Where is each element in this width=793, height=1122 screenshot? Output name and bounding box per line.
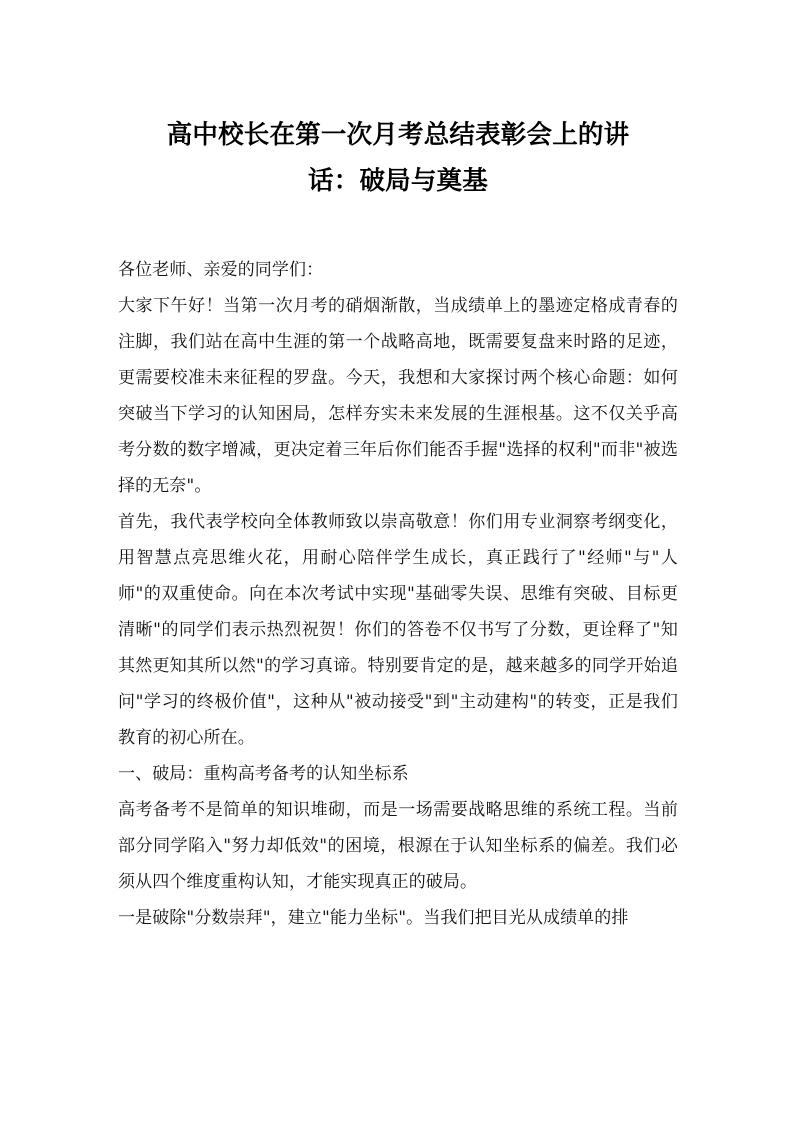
paragraph-section-one-intro: 高考备考不是简单的知识堆砌，而是一场需要战略思维的系统工程。当前部分同学陷入"努力却低效"的困境，根源在于认知坐标系的偏差。我们必须从四个维度重构认知，才能实现真正的破局。: [118, 800, 678, 892]
document-body: [118, 112, 678, 936]
paragraph-tribute-to-teachers: 首先，我代表学校向全体教师致以崇高敬意！你们用专业洞察考纲变化，用智慧点亮思维火花，用耐心陪伴学生成长，真正践行了"经师"与"人师"的双重使命。向在本次考试中实现"基础零失误、思维有突破、目标更清晰"的同学们表示热烈祝贺！你们的答卷不仅书写了分数，更诠释了"知其然更知其所以然"的学习真谛。特别要肯定的是，越来越多的同学开始追问"学习的终极价值"，这种从"被动接受"到"主动建构"的转变，正是我们教育的初心所在。: [118, 512, 678, 748]
paragraph-point-one: 一是破除"分数崇拜"，建立"能力坐标"。当我们把目光从成绩单的排: [118, 908, 629, 928]
paragraph-section-heading-one: 一、破局：重构高考备考的认知坐标系: [118, 764, 409, 784]
paragraph-opening: 大家下午好！当第一次月考的硝烟渐散，当成绩单上的墨迹定格成青春的注脚，我们站在高中生涯的第一个战略高地，既需要复盘来时路的足迹，更需要校准未来征程的罗盘。今天，我想和大家探讨两个核心命题：如何突破当下学习的认知困局，怎样夯实未来发展的生涯根基。这不仅关乎高考分数的数字增减，更决定着三年后你们能否手握"选择的权利"而非"被选择的无奈"。: [118, 296, 678, 496]
document-title: [118, 112, 678, 204]
title-body-spacer: [118, 204, 678, 252]
paragraph-salutation: 各位老师、亲爱的同学们：: [118, 260, 324, 280]
document-title-line-2: 话：破局与奠基: [308, 166, 488, 196]
document-title-line-1: 高中校长在第一次月考总结表彰会上的讲: [166, 120, 630, 150]
